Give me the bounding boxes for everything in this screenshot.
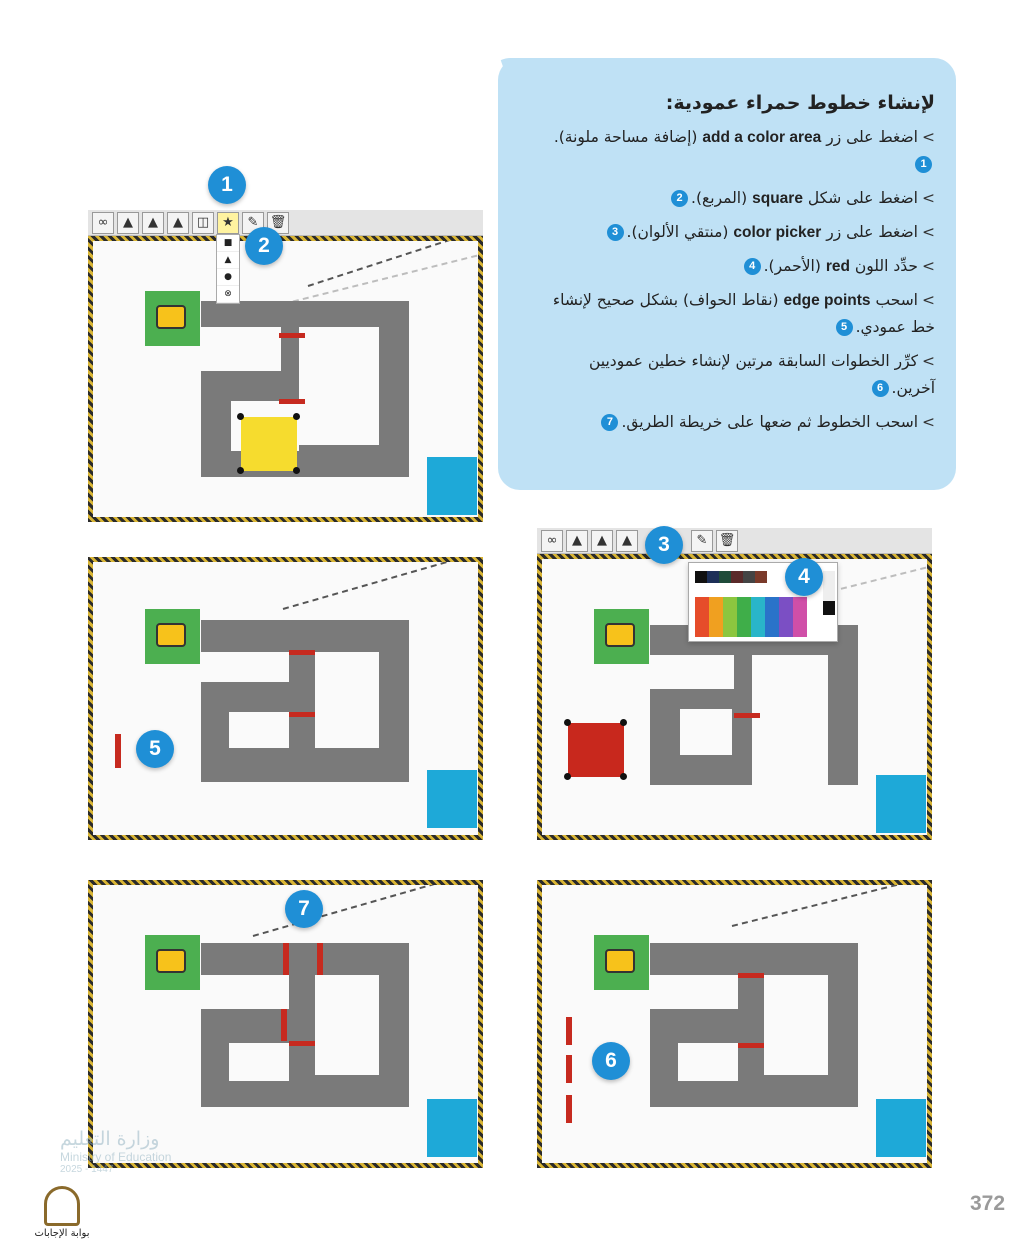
red-line[interactable] (283, 943, 289, 975)
site-logo (28, 1186, 96, 1239)
step-item: >حدِّد اللون red (الأحمر).4 (545, 253, 935, 280)
red-line[interactable] (115, 734, 121, 768)
red-line[interactable] (566, 1055, 572, 1083)
red-line[interactable] (566, 1017, 572, 1045)
link-icon[interactable]: ∞ (92, 212, 114, 234)
trash-icon[interactable]: 🗑 (267, 212, 289, 234)
instruction-body (545, 92, 935, 443)
robot-icon[interactable]: ▲ (117, 212, 139, 234)
editor-toolbar (537, 528, 932, 554)
robot-icon[interactable]: ▲ (142, 212, 164, 234)
robot-icon (605, 623, 635, 647)
robot-icon[interactable]: ▲ (616, 530, 638, 552)
step-badge-2: 2 (245, 227, 283, 265)
square-icon[interactable]: ■ (217, 235, 239, 252)
pen-emblem-icon (44, 1186, 80, 1226)
step-badge-3: 3 (645, 526, 683, 564)
step-badge-5: 5 (136, 730, 174, 768)
map-panel-d (537, 880, 932, 1168)
dropper-icon[interactable]: ✎ (691, 530, 713, 552)
red-line[interactable] (566, 1095, 572, 1123)
cube-icon[interactable]: ◫ (192, 212, 214, 234)
dropper-icon[interactable]: ✎ (242, 212, 264, 234)
goal-area (427, 1099, 477, 1157)
step-item: >اضغط على شكل square (المربع).2 (545, 185, 935, 212)
close-icon[interactable]: ⊗ (217, 286, 239, 303)
ministry-arabic: وزارة التعليم (60, 1128, 160, 1150)
step-badge-4: 4 (785, 558, 823, 596)
goal-area (427, 457, 477, 515)
site-logo-caption: بوابة الإجابات (34, 1228, 90, 1239)
step-badge-1: 1 (208, 166, 246, 204)
goal-area (427, 770, 477, 828)
star-icon[interactable]: ★ (217, 212, 239, 234)
robot-icon[interactable]: ▲ (167, 212, 189, 234)
step-item: >كرِّر الخطوات السابقة مرتين لإنشاء خطين عموديين آخرين.6 (589, 352, 935, 397)
steps-list (545, 124, 935, 436)
step-item: >اسحب الخطوط ثم ضعها على خريطة الطريق.7 (545, 409, 935, 436)
red-square[interactable] (568, 723, 624, 777)
step-item: >اسحب edge points (نقاط الحواف) بشكل صحيح لإنشاء خط عمودي.5 (552, 291, 935, 336)
robot-icon (156, 623, 186, 647)
page-number: 372 (970, 1192, 1006, 1215)
editor-toolbar (88, 210, 483, 236)
ministry-english: Ministry of Education (60, 1150, 172, 1164)
robot-icon[interactable]: ▲ (591, 530, 613, 552)
trash-icon[interactable]: 🗑 (716, 530, 738, 552)
map-panel-a (88, 236, 483, 522)
ministry-watermark (60, 1080, 210, 1175)
circle-icon[interactable]: ● (217, 269, 239, 286)
red-line[interactable] (281, 1009, 287, 1041)
red-line[interactable] (317, 943, 323, 975)
goal-area (876, 775, 926, 833)
instruction-title: لإنشاء خطوط حمراء عمودية: (665, 92, 935, 114)
goal-area (876, 1099, 926, 1157)
robot-icon (156, 949, 186, 973)
robot-icon (156, 305, 186, 329)
robot-icon[interactable]: ▲ (566, 530, 588, 552)
triangle-icon[interactable]: ▲ (217, 252, 239, 269)
step-item: >اضغط على زر add a color area (إضافة مساحة ملونة).1 (545, 124, 935, 178)
ministry-year: 2025 - 1447 (60, 1164, 114, 1175)
shape-menu (216, 234, 240, 304)
map-panel-c (88, 557, 483, 840)
step-badge-7: 7 (285, 890, 323, 928)
step-badge-6: 6 (592, 1042, 630, 1080)
yellow-square[interactable] (241, 417, 297, 471)
robot-icon (605, 949, 635, 973)
link-icon[interactable]: ∞ (541, 530, 563, 552)
step-item: >اضغط على زر color picker (منتقي الألوان).3 (545, 219, 935, 246)
